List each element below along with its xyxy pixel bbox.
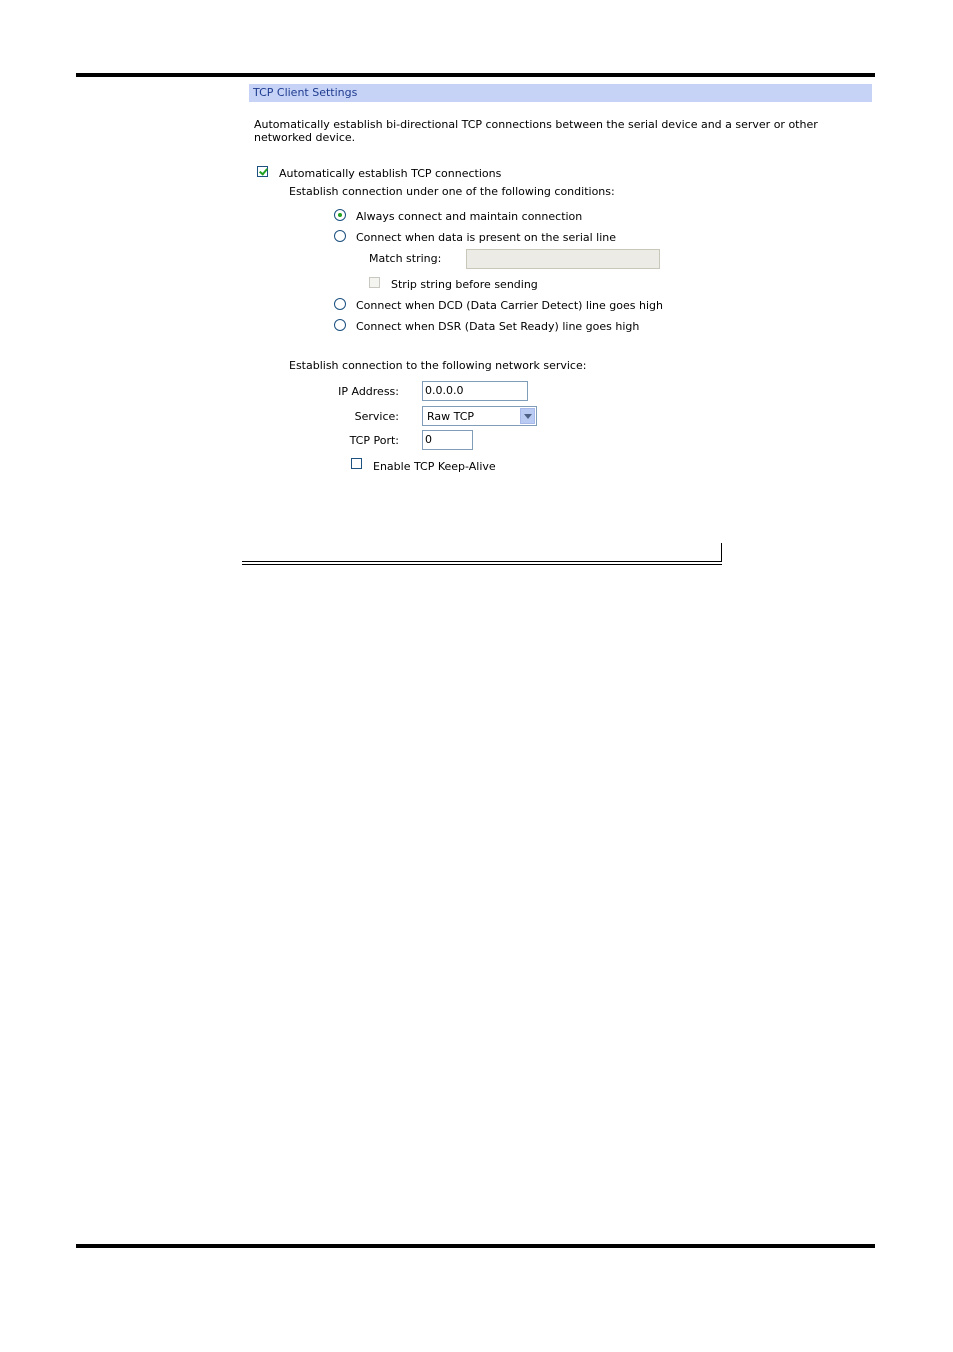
radio-data-present[interactable] <box>334 230 346 242</box>
auto-connect-label: Automatically establish TCP connections <box>279 167 502 180</box>
radio-always-connect[interactable] <box>334 209 346 221</box>
section-description: Automatically establish bi-directional TCP connections between the serial device and a server or other networked device. <box>254 118 818 144</box>
page-bottom-rule <box>76 1244 875 1248</box>
keepalive-label: Enable TCP Keep-Alive <box>373 460 496 473</box>
ip-address-label: IP Address: <box>338 385 399 398</box>
keepalive-checkbox[interactable] <box>351 458 362 469</box>
radio-dcd-high-label: Connect when DCD (Data Carrier Detect) line goes high <box>356 299 663 312</box>
conditions-heading: Establish connection under one of the following conditions: <box>289 185 615 198</box>
network-service-heading: Establish connection to the following network service: <box>289 359 587 372</box>
match-string-input[interactable] <box>466 249 660 269</box>
strip-string-label: Strip string before sending <box>391 278 538 291</box>
radio-dcd-high[interactable] <box>334 298 346 310</box>
section-header <box>249 84 872 102</box>
frame-right-edge <box>721 543 722 562</box>
ip-address-input[interactable]: 0.0.0.0 <box>422 381 528 401</box>
page-top-rule <box>76 73 875 77</box>
chevron-down-icon[interactable] <box>520 408 535 424</box>
tcp-port-label: TCP Port: <box>349 434 399 447</box>
frame-bottom-line <box>242 561 722 562</box>
auto-connect-checkbox[interactable] <box>257 166 268 177</box>
match-string-label: Match string: <box>369 252 442 265</box>
service-select[interactable] <box>422 406 537 426</box>
tcp-port-input[interactable]: 0 <box>422 430 473 450</box>
radio-always-connect-label: Always connect and maintain connection <box>356 210 583 223</box>
frame-bottom-line-shadow <box>242 564 722 565</box>
radio-dsr-high-label: Connect when DSR (Data Set Ready) line goes high <box>356 320 640 333</box>
service-label: Service: <box>354 410 399 423</box>
strip-string-checkbox[interactable] <box>369 277 380 288</box>
service-select-value: Raw TCP <box>427 410 475 423</box>
radio-dsr-high[interactable] <box>334 319 346 331</box>
section-title: TCP Client Settings <box>253 86 358 99</box>
radio-data-present-label: Connect when data is present on the serial line <box>356 231 617 244</box>
